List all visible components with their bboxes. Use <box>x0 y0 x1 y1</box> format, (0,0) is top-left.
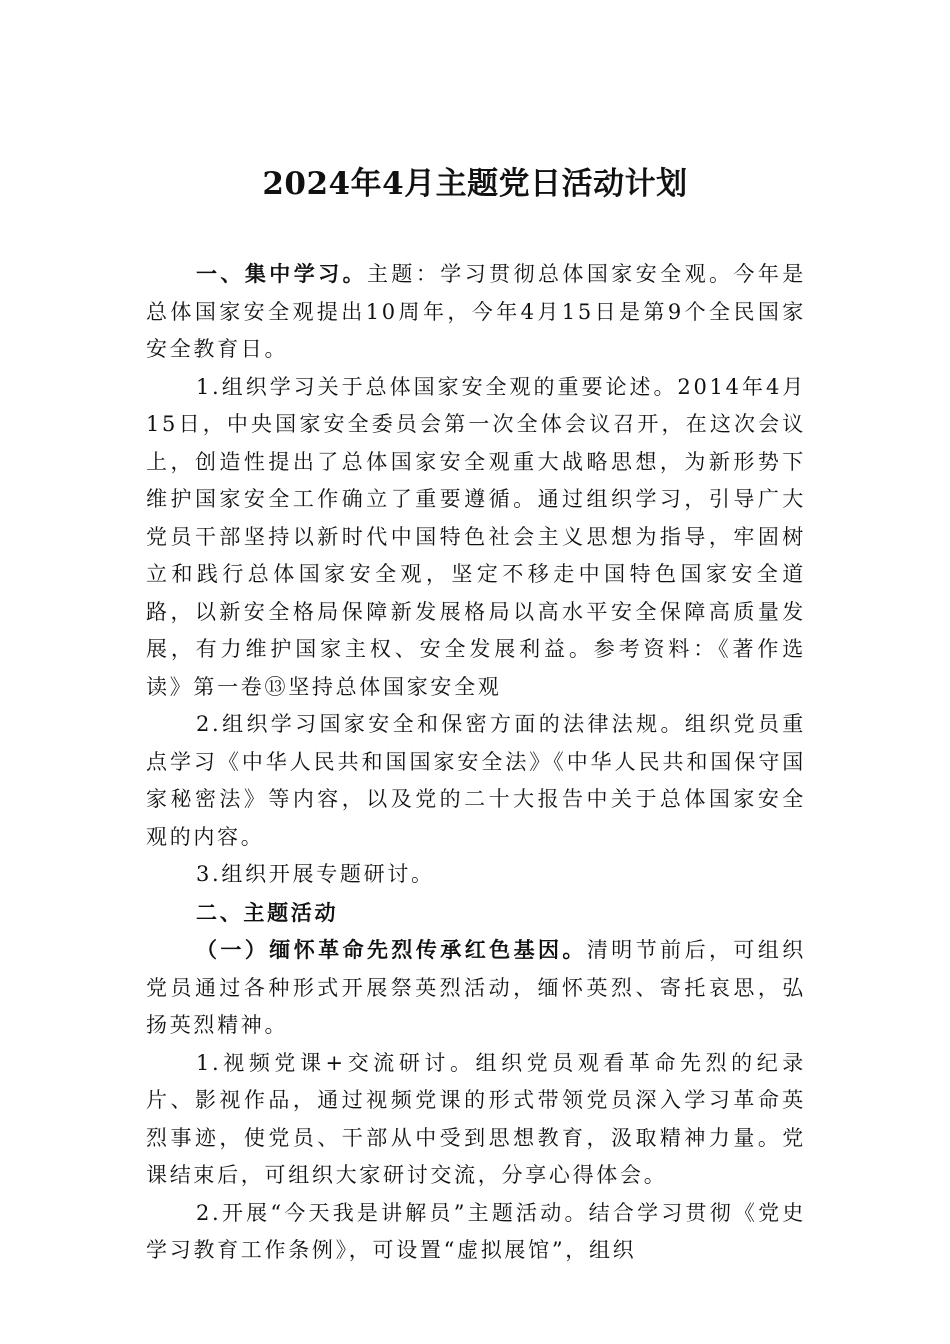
document-title: 2024年4月主题党日活动计划 <box>262 166 688 202</box>
paragraph-item-2 <box>146 706 806 856</box>
section-heading-2: 二、主题活动 <box>196 899 339 925</box>
paragraph-text: 1.组织学习关于总体国家安全观的重要论述。2014年4月15日，中央国家安全委员会第一次全体会议召开，在这次会议上，创造性提出了总体国家安全观重大战略思想，为新形势下维护国家安全工作确立了重要遵循。通过组织学习，引导广大党员干部坚持以新时代中国特色社会主义思想为指导，牢固树立和践行总体国家安全观，坚定不移走中国特色国家安全道路，以新安全格局保障新发展格局以高水平安全保障高质量发展，有力维护国家主权、安全发展利益。参考资料：《著作选读》第一卷⑬坚持总体国家安全观 <box>146 374 806 699</box>
paragraph-text: 清明节前后，可组织党员通过各种形式开展祭英烈活动，缅怀英烈、寄托哀思，弘扬英烈精神。 <box>146 938 806 1037</box>
paragraph-text: 2.组织学习国家安全和保密方面的法律法规。组织党员重点学习《中华人民共和国国家安全法》《中华人民共和国保守国家秘密法》等内容，以及党的二十大报告中关于总体国家安全观的内容。 <box>146 712 806 849</box>
section-heading-1: 一、集中学习。 <box>196 261 367 286</box>
paragraph-text: 主题：学习贯彻总体国家安全观。今年是总体国家安全观提出10周年，今年4月15日是第9个全民国家安全教育日。 <box>146 262 806 361</box>
paragraph-subsection-1 <box>146 931 806 1045</box>
paragraph-text: 2.开展“今天我是讲解员”主题活动。结合学习贯彻《党史学习教育工作条例》，可设置“虚拟展馆”，组织 <box>146 1200 806 1262</box>
document-body <box>146 255 806 1270</box>
paragraph-text: 1.视频党课+交流研讨。组织党员观看革命先烈的纪录片、影视作品，通过视频党课的形式带领党员深入学习革命英烈事迹，使党员、干部从中受到思想教育，汲取精神力量。党课结束后，可组织大家研讨交流，分享心得体会。 <box>146 1050 806 1187</box>
paragraph-text: 3.组织开展专题研讨。 <box>196 862 435 886</box>
paragraph-section-1 <box>146 255 806 369</box>
paragraph-activity-2 <box>146 1195 806 1270</box>
subsection-heading-1: （一）缅怀革命先烈传承红色基因。 <box>196 937 587 962</box>
paragraph-activity-1 <box>146 1045 806 1195</box>
paragraph-item-3 <box>146 856 806 894</box>
paragraph-item-1 <box>146 369 806 707</box>
